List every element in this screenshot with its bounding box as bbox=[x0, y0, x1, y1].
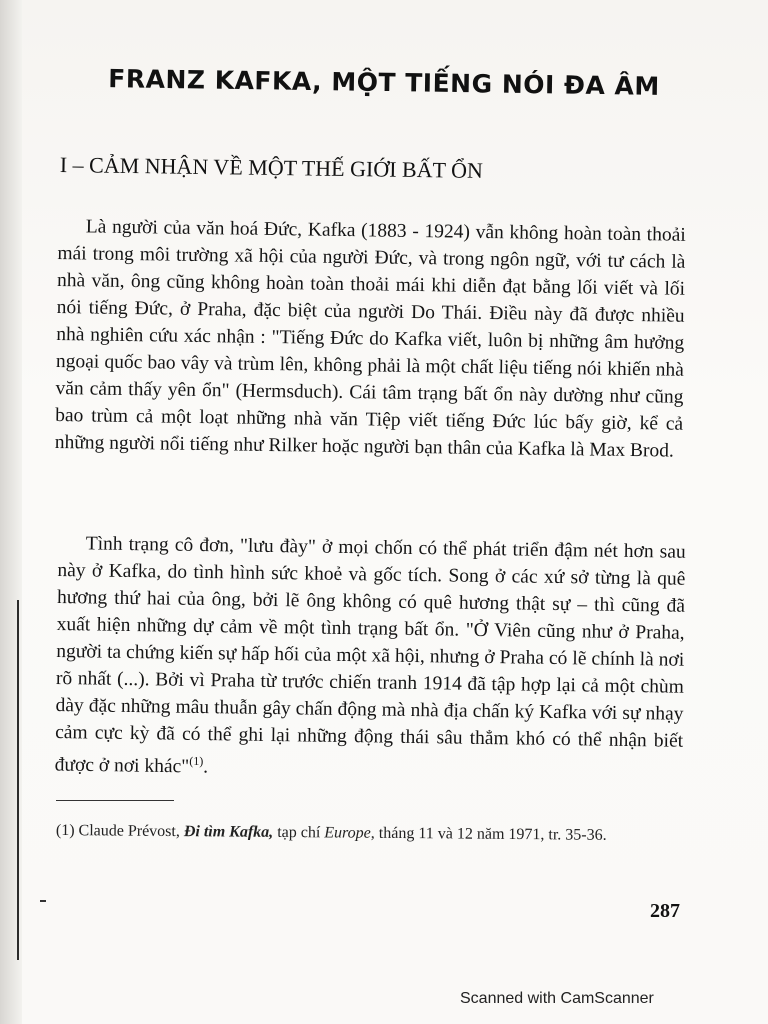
footnote-divider bbox=[56, 800, 174, 801]
page-mark bbox=[40, 900, 46, 902]
footnote-author: Claude Prévost, bbox=[78, 822, 180, 841]
page-number: 287 bbox=[650, 900, 680, 922]
footnote-mid: tạp chí bbox=[277, 823, 321, 842]
paragraph-1: Là người của văn hoá Đức, Kafka (1883 - 1924) vẫn không hoàn toàn thoải mái trong môi trường xã hội của người Đức, và trong ngôn ngữ, với tư cách là nhà văn, ông cũng không hoàn toàn thoải mái khi diễn đạt bằng lối viết và lối nói tiếng Đức, ở Praha, đặc biệt của người Do Thái. Điều này đã được nhiều nhà nghiên cứu xác nhận : "Tiếng Đức do Kafka viết, luôn bị những âm hưởng ngoại quốc bao vây và trùm lên, không phải là một chất liệu tiếng nói khiến nhà văn cảm thấy yên ổn" (Hermsduch). Cái tâm trạng bất ổn này dường như cũng bao trùm cả một loạt những nhà văn Tiệp viết tiếng Đức lúc bấy giờ, kể cả những người nổi tiếng như Rilker hoặc người bạn thân của Kafka là Max Brod. bbox=[54, 215, 686, 462]
footnote-details: , tháng 11 và 12 năm 1971, tr. 35-36. bbox=[370, 824, 607, 844]
paragraph-2: Tình trạng cô đơn, "lưu đày" ở mọi chốn có thể phát triển đậm nét hơn sau này ở Kafka, do tình hình sức khoẻ và gốc tích. Song ở các xứ sở từng là quê hương thứ hai của ông, bởi lẽ ông không có quê hương thật sự – thì cũng đã xuất hiện những dự cảm về một tình trạng bất ổn. "Ở Viên cũng như ở Praha, người ta chứng kiến sự hấp hối của một xã hội, nhưng ở Praha có lẽ chính là nơi rõ nhất (...). Bởi vì Praha từ trước chiến tranh 1914 đã tập hợp lại cả một chùm dày đặc những mâu thuẫn gây chấn động mà nhà địa chấn ký Kafka với sự nhạy cảm cực kỳ đã có thể ghi lại những động thái sâu thẳm khó có thể nhận biết được ở nơi khác"$^{(1)}$. bbox=[54, 532, 686, 778]
page-edge-line bbox=[17, 600, 19, 960]
section-heading: I – CẢM NHẬN VỀ MỘT THẾ GIỚI BẤT ỔN bbox=[59, 152, 484, 183]
footnote-work-title: Đi tìm Kafka, bbox=[183, 823, 274, 841]
footnote-reference[interactable]: (1) bbox=[189, 753, 204, 768]
scanner-watermark: Scanned with CamScanner bbox=[460, 990, 654, 1007]
footnote bbox=[56, 820, 692, 848]
chapter-title: FRANZ KAFKA, MỘT TIẾNG NÓI ĐA ÂM bbox=[108, 64, 660, 101]
footnote-number: (1) bbox=[55, 821, 75, 840]
paragraph-2-text: Tình trạng cô đơn, "lưu đày" ở mọi chốn có thể phát triển đậm nét hơn sau này ở Kafka, do tình hình sức khoẻ và gốc tích. Song ở các xứ sở từng là quê hương thứ hai của ông, bởi lẽ ông không có quê hương thật sự – thì cũng đã xuất hiện những dự cảm về một tình trạng bất ổn. "Ở Viên cũng như ở Praha, người ta chứng kiến sự hấp hối của một xã hội, nhưng ở Praha có lẽ chính là nơi rõ nhất (...). Bởi vì Praha từ trước chiến tranh 1914 đã tập hợp lại cả một chùm dày đặc những mâu thuẫn gây chấn động mà nhà địa chấn ký Kafka với sự nhạy cảm cực kỳ đã có thể ghi lại những động thái sâu thẳm khó có thể nhận biết được ở nơi khác" bbox=[54, 532, 686, 777]
footnote-journal: Europe bbox=[324, 824, 371, 842]
